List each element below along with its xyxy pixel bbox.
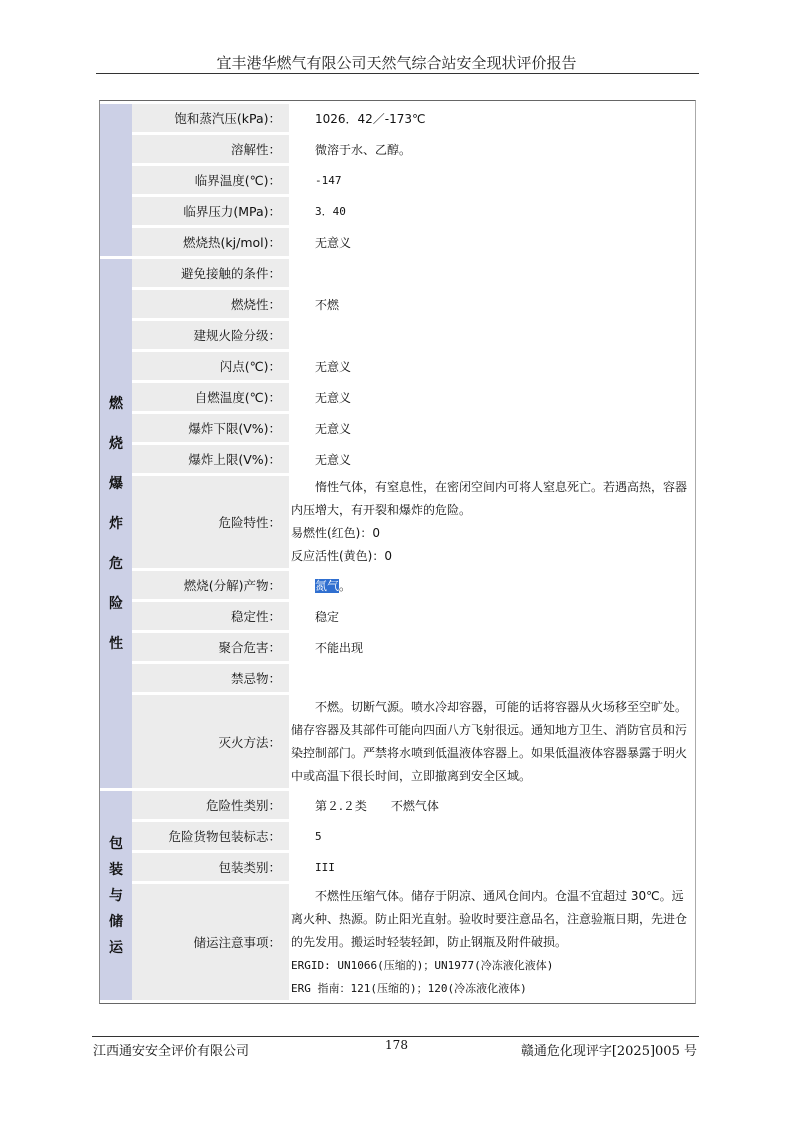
row-label: 灭火方法：	[132, 695, 289, 788]
table-row	[100, 884, 695, 1000]
erg-guide-line: ERG 指南：121(压缩的)；120(冷冻液化液体)	[291, 981, 527, 995]
table-row	[100, 352, 695, 380]
table-row	[100, 695, 695, 788]
group-char: 运	[109, 939, 123, 956]
table-row	[100, 383, 695, 411]
row-label: 临界温度(℃)：	[132, 166, 289, 194]
row-value: 不能出现	[289, 633, 695, 661]
row-value	[289, 695, 695, 788]
group-char: 装	[109, 861, 123, 878]
report-title: 宜丰港华燃气有限公司天然气综合站安全现状评价报告	[216, 54, 577, 72]
table-row	[100, 633, 695, 661]
row-value: 1026．42／-173℃	[289, 104, 695, 132]
table-row	[100, 228, 695, 256]
table-row	[100, 259, 695, 287]
page-number: 178	[385, 1038, 408, 1052]
row-value	[289, 571, 695, 599]
row-label: 建规火险分级：	[132, 321, 289, 349]
row-label: 爆炸上限(V%)：	[132, 445, 289, 473]
row-label: 避免接触的条件：	[132, 259, 289, 287]
row-label: 燃烧热(kj/mol)：	[132, 228, 289, 256]
row-value: 微溶于水、乙醇。	[289, 135, 695, 163]
group-label-physical	[100, 104, 132, 256]
row-value: 无意义	[289, 445, 695, 473]
table-row	[100, 166, 695, 194]
row-label: 危险性类别：	[132, 791, 289, 819]
group-char: 烧	[109, 435, 123, 452]
table-row	[100, 571, 695, 599]
row-value: -147	[289, 166, 695, 194]
row-value: 无意义	[289, 228, 695, 256]
row-value: 无意义	[289, 414, 695, 442]
group-label-fire-explosion	[100, 259, 132, 788]
row-value	[289, 664, 695, 692]
row-value: 稳定	[289, 602, 695, 630]
table-row	[100, 445, 695, 473]
header-divider	[96, 73, 699, 74]
group-char: 炸	[109, 515, 123, 532]
table-row	[100, 135, 695, 163]
row-label: 危险特性：	[132, 476, 289, 568]
row-value: 无意义	[289, 352, 695, 380]
msds-table	[99, 100, 696, 1004]
footer-company: 江西通安安全评价有限公司	[93, 1044, 250, 1059]
row-label: 禁忌物：	[132, 664, 289, 692]
row-label: 自燃温度(℃)：	[132, 383, 289, 411]
row-value-suffix: 。	[339, 578, 352, 593]
reactivity-rating: 反应活性(黄色)：0	[291, 549, 392, 563]
row-label: 稳定性：	[132, 602, 289, 630]
selected-text[interactable]: 氮气	[315, 578, 340, 593]
table-row	[100, 104, 695, 132]
row-label: 溶解性：	[132, 135, 289, 163]
row-label: 燃烧(分解)产物：	[132, 571, 289, 599]
row-value: 不燃	[289, 290, 695, 318]
group-char: 与	[109, 887, 123, 904]
group-char: 爆	[109, 475, 123, 492]
row-value: 第２.２类 不燃气体	[289, 791, 695, 819]
footer-divider	[92, 1036, 699, 1037]
footer-document-number: 赣通危化现评字[2025]005 号	[520, 1044, 697, 1059]
flammability-rating: 易燃性(红色)：0	[291, 526, 380, 540]
group-char: 包	[109, 835, 123, 852]
table-row	[100, 321, 695, 349]
row-value	[289, 321, 695, 349]
row-value: 3．40	[289, 197, 695, 225]
row-label: 危险货物包装标志：	[132, 822, 289, 850]
group-char: 险	[109, 595, 123, 612]
row-value	[289, 884, 695, 1000]
row-label: 临界压力(MPa)：	[132, 197, 289, 225]
table-row	[100, 664, 695, 692]
row-label: 爆炸下限(V%)：	[132, 414, 289, 442]
ergid-line: ERGID: UN1066(压缩的)；UN1977(冷冻液化液体)	[291, 958, 554, 972]
extinguish-text: 不燃。切断气源。喷水冷却容器，可能的话将容器从火场移至空旷处。储存容器及其部件可能向四面八方飞射很远。通知地方卫生、消防官员和污染控制部门。严禁将水喷到低温液体容器上。如果低温液体容器暴露于明火中或高温下很长时间，立即撤离到安全区域。	[291, 699, 688, 783]
row-label: 燃烧性：	[132, 290, 289, 318]
row-value: 5	[289, 822, 695, 850]
row-value: 无意义	[289, 383, 695, 411]
group-char: 性	[109, 635, 123, 652]
row-label: 储运注意事项：	[132, 884, 289, 1000]
table-row	[100, 791, 695, 819]
group-char: 燃	[109, 395, 123, 412]
table-row	[100, 476, 695, 568]
table-row	[100, 822, 695, 850]
row-label: 聚合危害：	[132, 633, 289, 661]
row-label: 闪点(℃)：	[132, 352, 289, 380]
row-value: III	[289, 853, 695, 881]
group-char: 危	[109, 555, 123, 572]
row-label: 饱和蒸汽压(kPa)：	[132, 104, 289, 132]
table-row	[100, 602, 695, 630]
table-row	[100, 197, 695, 225]
table-row	[100, 290, 695, 318]
row-label: 包装类别：	[132, 853, 289, 881]
table-row	[100, 853, 695, 881]
hazard-text: 惰性气体，有窒息性，在密闭空间内可将人窒息死亡。若遇高热，容器内压增大，有开裂和爆炸的危险。	[291, 480, 688, 517]
row-value	[289, 259, 695, 287]
table-row	[100, 414, 695, 442]
group-char: 储	[109, 913, 123, 930]
hazard-characteristics	[289, 476, 695, 568]
group-label-packaging	[100, 791, 132, 1000]
storage-text: 不燃性压缩气体。储存于阴凉、通风仓间内。仓温不宜超过 30℃。远离火种、热源。防止阳光直射。验收时要注意品名，注意验瓶日期，先进仓的先发用。搬运时轻装轻卸，防止钢瓶及附件破损。	[291, 888, 688, 949]
